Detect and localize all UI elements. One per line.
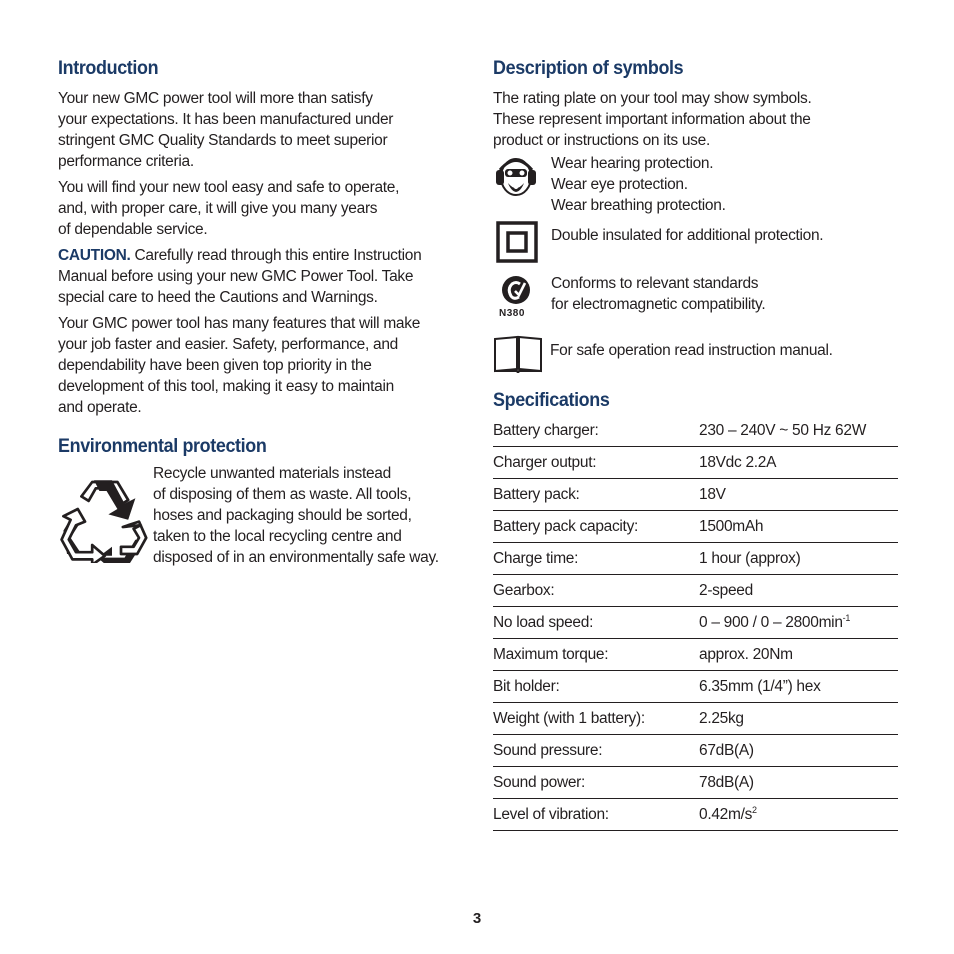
spec-label: Battery charger: — [493, 415, 699, 447]
c-tick-icon — [501, 275, 531, 305]
text-line: performance criteria. — [58, 153, 194, 170]
text-line: Conforms to relevant standards — [551, 275, 759, 292]
environmental-body — [58, 463, 450, 573]
spec-row — [493, 767, 898, 799]
text-line: development of this tool, making it easy to maintain — [58, 378, 394, 395]
spec-value-text: 1 hour (approx) — [699, 549, 801, 567]
text-line: taken to the local recycling centre and — [153, 528, 402, 545]
introduction-heading: Introduction — [58, 57, 159, 79]
environmental-section — [58, 435, 450, 573]
spec-label: Gearbox: — [493, 575, 699, 607]
spec-value-text: 18V — [699, 485, 726, 503]
spec-value-text: approx. 20Nm — [699, 645, 793, 663]
spec-value — [699, 543, 898, 575]
spec-label: Charge time: — [493, 543, 699, 575]
spec-value-text: 230 – 240V ~ 50 Hz 62W — [699, 421, 867, 439]
intro-paragraph-1 — [58, 88, 450, 172]
text-line: of disposing of them as waste. All tools, — [153, 486, 412, 503]
spec-value — [699, 607, 898, 639]
recycle-icon — [58, 473, 148, 563]
spec-value — [699, 671, 898, 703]
manual-book-icon — [493, 335, 543, 373]
text-line: Double insulated for additional protection. — [551, 227, 824, 244]
caution-text: Carefully read through this entire Instruction — [130, 247, 422, 264]
symbol-text — [551, 273, 765, 315]
symbol-row-c-tick — [493, 271, 898, 327]
spec-value-text: 18Vdc 2.2A — [699, 453, 777, 471]
symbols-list — [493, 153, 898, 375]
text-line: Recycle unwanted materials instead — [153, 465, 391, 482]
text-line: Wear breathing protection. — [551, 197, 726, 214]
spec-value — [699, 575, 898, 607]
text-line: special care to heed the Cautions and Warnings. — [58, 289, 378, 306]
spec-label: Level of vibration: — [493, 799, 699, 831]
symbols-heading: Description of symbols — [493, 57, 684, 79]
page-number: 3 — [472, 910, 482, 927]
symbol-row-protection — [493, 153, 898, 217]
spec-row — [493, 575, 898, 607]
spec-value — [699, 511, 898, 543]
left-column — [58, 57, 450, 573]
spec-label: Sound pressure: — [493, 735, 699, 767]
spec-row — [493, 511, 898, 543]
spec-value — [699, 799, 898, 831]
caution-paragraph — [58, 245, 450, 308]
spec-value-text: 78dB(A) — [699, 773, 754, 791]
spec-value-text: 2-speed — [699, 581, 753, 599]
intro-paragraph-4 — [58, 313, 450, 418]
spec-value-text: 2.25kg — [699, 709, 744, 727]
text-line: Your new GMC power tool will more than satisfy — [58, 90, 373, 107]
spec-label: Battery pack capacity: — [493, 511, 699, 543]
text-line: for electromagnetic compatibility. — [551, 296, 766, 313]
text-line: Wear hearing protection. — [551, 155, 714, 172]
spec-value — [699, 735, 898, 767]
text-line: Wear eye protection. — [551, 176, 688, 193]
text-line: and, with proper care, it will give you many years — [58, 200, 378, 217]
text-line: hoses and packaging should be sorted, — [153, 507, 412, 524]
symbol-row-manual — [493, 333, 898, 375]
spec-value-text: 0.42m/s — [699, 806, 753, 823]
text-line: dependability have been given top priority in the — [58, 357, 372, 374]
spec-row — [493, 671, 898, 703]
c-tick-code: N380 — [499, 308, 525, 319]
symbol-row-double-insulated — [493, 221, 898, 265]
text-line: Your GMC power tool has many features that will make — [58, 315, 421, 332]
symbol-text — [551, 153, 726, 216]
right-column — [493, 57, 898, 831]
symbol-text — [550, 340, 833, 361]
spec-label: Sound power: — [493, 767, 699, 799]
spec-value-superscript: 2 — [752, 805, 757, 815]
spec-value-superscript: -1 — [842, 613, 851, 623]
caution-label: CAUTION. — [58, 247, 131, 264]
spec-label: Weight (with 1 battery): — [493, 703, 699, 735]
symbol-text — [551, 225, 823, 246]
text-line: stringent GMC Quality Standards to meet superior — [58, 132, 388, 149]
spec-value-text: 67dB(A) — [699, 741, 754, 759]
spec-row — [493, 639, 898, 671]
specifications-heading: Specifications — [493, 389, 610, 411]
text-line: and operate. — [58, 399, 142, 416]
intro-paragraph-2 — [58, 177, 450, 240]
spec-label: Bit holder: — [493, 671, 699, 703]
spec-row — [493, 799, 898, 831]
spec-value-text: 6.35mm (1/4”) hex — [699, 677, 821, 695]
double-insulated-icon — [496, 221, 538, 263]
spec-value-text: 1500mAh — [699, 517, 764, 535]
spec-row — [493, 543, 898, 575]
spec-row — [493, 735, 898, 767]
spec-value-text: 0 – 900 / 0 – 2800min — [699, 614, 843, 631]
text-line: product or instructions on its use. — [493, 132, 710, 149]
spec-value — [699, 447, 898, 479]
text-line: your expectations. It has been manufactured under — [58, 111, 394, 128]
spec-row — [493, 703, 898, 735]
spec-row — [493, 607, 898, 639]
environmental-heading: Environmental protection — [58, 435, 267, 457]
text-line: Manual before using your new GMC Power Tool. Take — [58, 268, 414, 285]
spec-row — [493, 447, 898, 479]
text-line: disposed of in an environmentally safe way. — [153, 549, 439, 566]
text-line: your job faster and easier. Safety, performance, and — [58, 336, 398, 353]
text-line: These represent important information about the — [493, 111, 811, 128]
symbols-intro — [493, 88, 898, 151]
spec-value — [699, 703, 898, 735]
specifications-table — [493, 415, 898, 831]
spec-value — [699, 415, 898, 447]
environmental-text — [153, 463, 439, 568]
spec-row — [493, 415, 898, 447]
text-line: of dependable service. — [58, 221, 208, 238]
spec-row — [493, 479, 898, 511]
text-line — [58, 245, 450, 266]
spec-value — [699, 767, 898, 799]
spec-label: Charger output: — [493, 447, 699, 479]
spec-label: Battery pack: — [493, 479, 699, 511]
spec-value — [699, 479, 898, 511]
text-line: You will find your new tool easy and safe to operate, — [58, 179, 400, 196]
spec-value — [699, 639, 898, 671]
spec-label: Maximum torque: — [493, 639, 699, 671]
text-line: The rating plate on your tool may show symbols. — [493, 90, 812, 107]
protection-head-icon — [493, 155, 539, 201]
spec-label: No load speed: — [493, 607, 699, 639]
text-line: For safe operation read instruction manual. — [550, 342, 833, 359]
